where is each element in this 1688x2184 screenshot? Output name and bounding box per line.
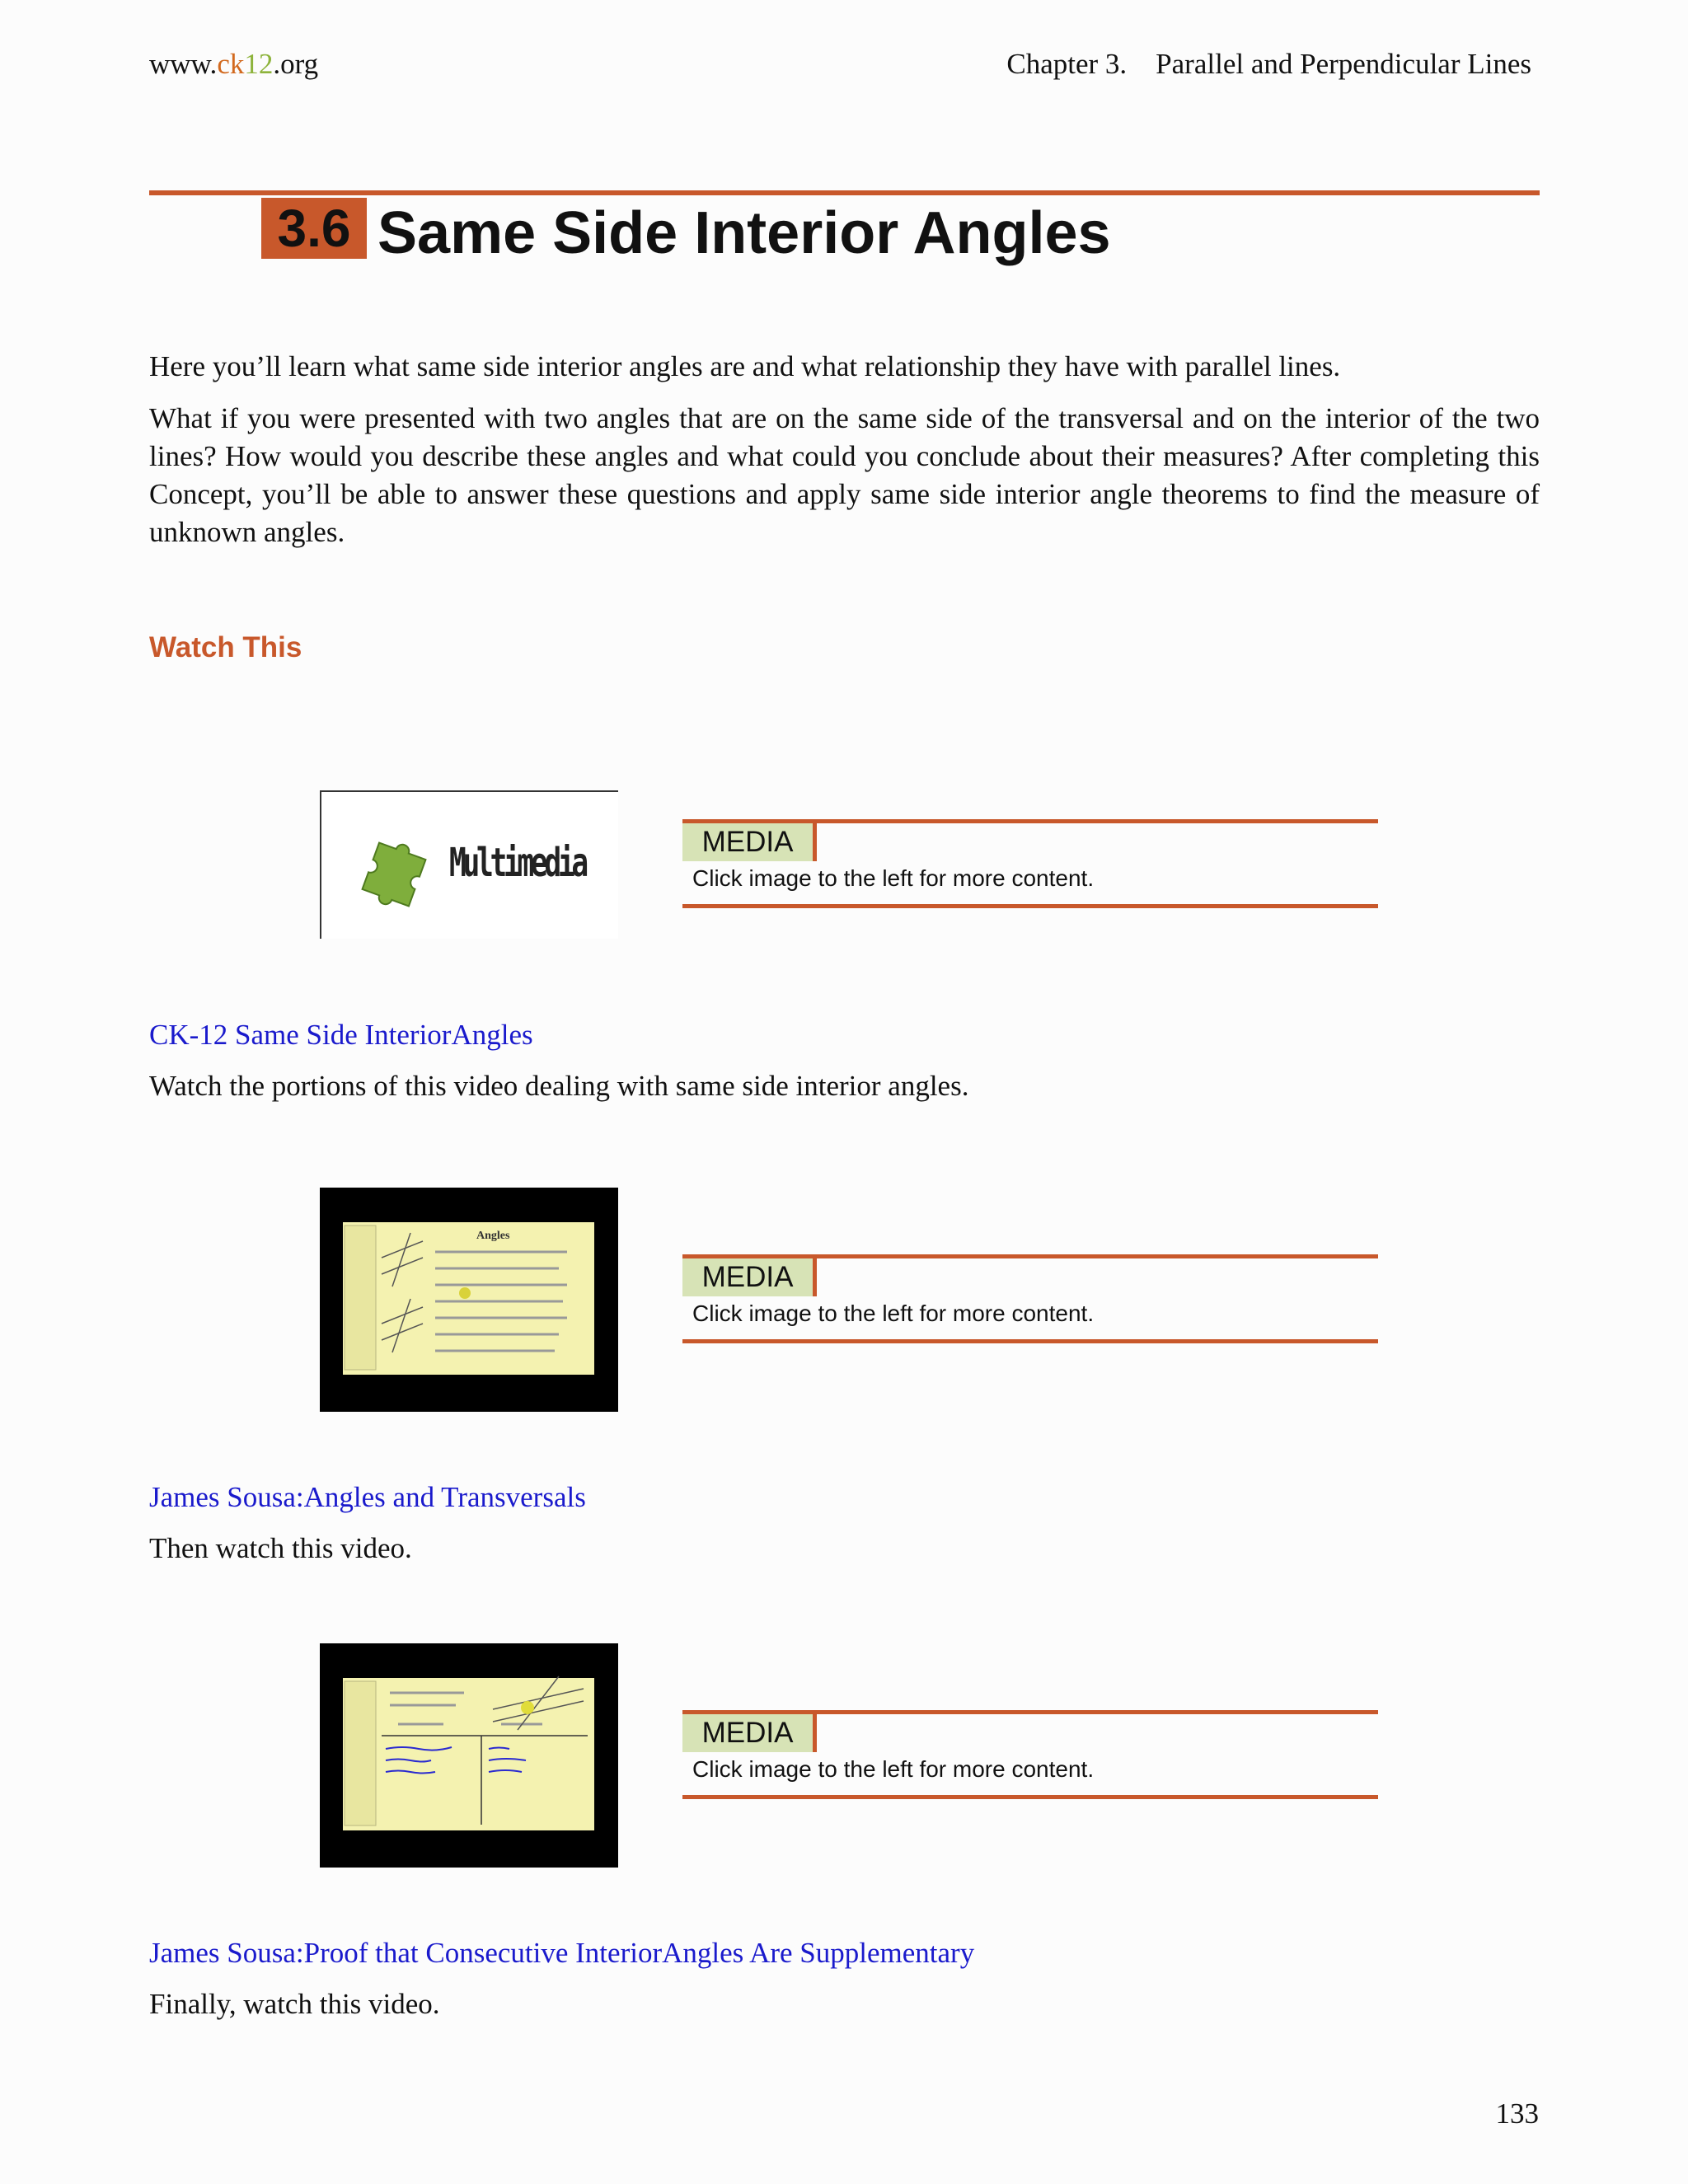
- watch-this-heading: Watch This: [149, 631, 302, 663]
- chapter-header: Chapter 3. Parallel and Perpendicular Lines: [1006, 48, 1531, 80]
- media-tag: MEDIA: [682, 1714, 817, 1752]
- video-note-2: Then watch this video.: [149, 1532, 412, 1564]
- video-slide-title: Angles: [476, 1230, 510, 1242]
- site-url[interactable]: [149, 48, 318, 81]
- media-caption: Click image to the left for more content.: [692, 1756, 1095, 1782]
- site-url-ck: ck: [217, 48, 245, 80]
- video-link-1[interactable]: CK-12 Same Side InteriorAngles: [149, 1019, 533, 1051]
- video-note-3: Finally, watch this video.: [149, 1988, 440, 2020]
- media-caption: Click image to the left for more content.: [692, 1301, 1095, 1326]
- video-thumbnail-1[interactable]: [320, 1188, 618, 1412]
- media-tag: MEDIA: [682, 1258, 817, 1296]
- intro-paragraph: Here you’ll learn what same side interior angles are and what relationship they have with parallel lines.: [149, 350, 1341, 382]
- video-note-1: Watch the portions of this video dealing with same side interior angles.: [149, 1070, 969, 1102]
- site-url-prefix: www.: [149, 48, 218, 80]
- site-url-suffix: .org: [273, 48, 319, 80]
- media-box-bottom-rule: [682, 904, 1378, 908]
- video-frame-image: [320, 1643, 618, 1868]
- section-number: 3.6: [261, 198, 367, 259]
- multimedia-label: Multimedia: [449, 840, 585, 886]
- video-link-3[interactable]: James Sousa:Proof that Consecutive InteriorAngles Are Supplementary: [149, 1937, 975, 1969]
- section-rule: [149, 190, 1540, 195]
- section-title: Same Side Interior Angles: [377, 200, 1111, 266]
- media-box-bottom-rule: [682, 1795, 1378, 1799]
- site-url-12: 12: [244, 48, 274, 80]
- media-caption: Click image to the left for more content.: [692, 865, 1095, 891]
- multimedia-thumbnail[interactable]: [320, 790, 618, 939]
- page-number: 133: [1495, 2097, 1539, 2130]
- video-thumbnail-2[interactable]: [320, 1643, 618, 1868]
- question-paragraph: What if you were presented with two angles that are on the same side of the transversal and on the interior of the two lines? How would you describe these angles and what could you conclude about their measures? After completing this Concept, you’ll be able to answer these questions and apply same side interior angle theorems to find the measure of unknown angles.: [149, 402, 1540, 548]
- media-tag: MEDIA: [682, 823, 817, 861]
- media-box-bottom-rule: [682, 1339, 1378, 1343]
- video-link-2[interactable]: James Sousa:Angles and Transversals: [149, 1481, 586, 1513]
- video-frame-image: [320, 1188, 618, 1412]
